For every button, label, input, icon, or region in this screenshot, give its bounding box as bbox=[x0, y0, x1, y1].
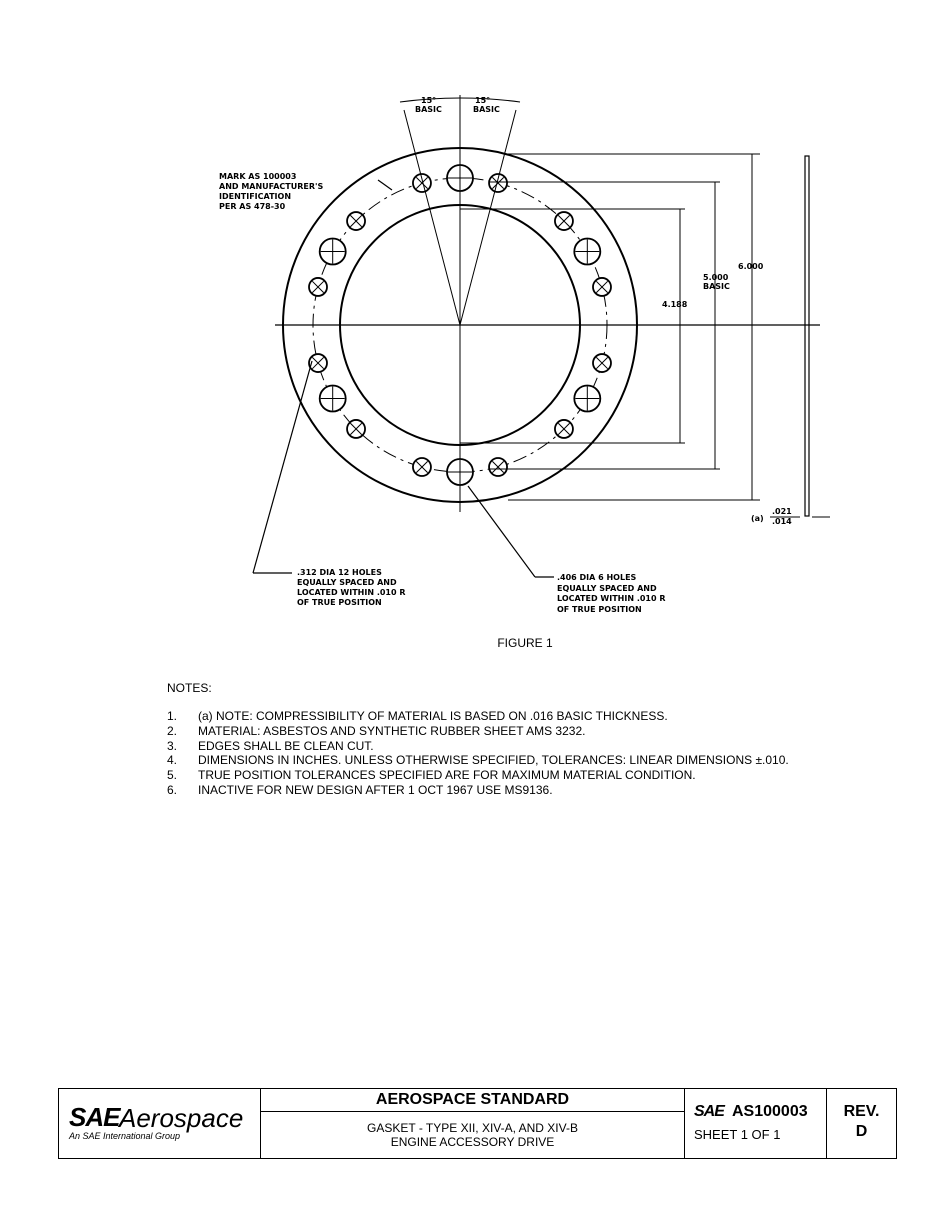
note-item: 6. INACTIVE FOR NEW DESIGN AFTER 1 OCT 1967 USE MS9136. bbox=[167, 782, 553, 797]
large-holes-line-4: OF TRUE POSITION bbox=[557, 605, 642, 614]
title-line-2: ENGINE ACCESSORY DRIVE bbox=[390, 1135, 555, 1149]
small-holes-line-4: OF TRUE POSITION bbox=[297, 598, 382, 607]
document-title-cell bbox=[261, 1089, 685, 1158]
angle-right-value: 15° bbox=[475, 96, 491, 105]
small-holes-line-3: LOCATED WITHIN .010 R bbox=[297, 588, 406, 597]
thickness-note-label: (a) bbox=[751, 514, 764, 523]
note-item: 2. MATERIAL: ASBESTOS AND SYNTHETIC RUBBER SHEET AMS 3232. bbox=[167, 723, 586, 738]
notes-heading: NOTES: bbox=[167, 681, 212, 695]
note-item: 1. (a) NOTE: COMPRESSIBILITY OF MATERIAL IS BASED ON .016 BASIC THICKNESS. bbox=[167, 709, 668, 723]
thickness-upper: .021 bbox=[772, 507, 792, 516]
dim-outer-diameter: 6.000 bbox=[738, 262, 764, 271]
title-line-1: GASKET - TYPE XII, XIV-A, AND XIV-B bbox=[367, 1121, 578, 1135]
small-holes-line-1: .312 DIA 12 HOLES bbox=[297, 568, 382, 577]
large-holes-line-2: EQUALLY SPACED AND bbox=[557, 584, 657, 593]
document-number: AS100003 bbox=[732, 1103, 808, 1120]
standard-heading: AEROSPACE STANDARD bbox=[261, 1089, 684, 1112]
dim-bolt-circle-basic: BASIC bbox=[703, 282, 730, 291]
mark-note-line-1: MARK AS 100003 bbox=[219, 172, 297, 181]
mark-note-line-3: IDENTIFICATION bbox=[219, 192, 292, 201]
mark-note-line-4: PER AS 478-30 bbox=[219, 202, 286, 211]
logo-subtitle: An SAE International Group bbox=[69, 1131, 181, 1141]
mark-note-line-2: AND MANUFACTURER'S bbox=[219, 182, 324, 191]
sheet-number: SHEET 1 OF 1 bbox=[694, 1127, 781, 1142]
angle-left-basic: BASIC bbox=[415, 105, 442, 114]
large-holes-note bbox=[468, 486, 666, 614]
document-number-cell bbox=[685, 1089, 827, 1158]
revision-label: REV. bbox=[843, 1103, 880, 1120]
edge-view bbox=[751, 156, 830, 526]
sae-aerospace-logo bbox=[59, 1089, 261, 1158]
title-block bbox=[58, 1088, 897, 1159]
revision-cell bbox=[827, 1089, 896, 1158]
note-item: 5. TRUE POSITION TOLERANCES SPECIFIED ARE FOR MAXIMUM MATERIAL CONDITION. bbox=[167, 768, 696, 783]
dimension-lines bbox=[460, 154, 764, 500]
note-item: 4. DIMENSIONS IN INCHES. UNLESS OTHERWISE SPECIFIED, TOLERANCES: LINEAR DIMENSIONS ±.010. bbox=[167, 753, 789, 768]
angle-left-value: 15° bbox=[421, 96, 437, 105]
logo-mark: SAE bbox=[69, 1102, 120, 1132]
notes-list bbox=[167, 709, 887, 798]
angle-right-basic: BASIC bbox=[473, 105, 500, 114]
large-holes-line-1: .406 DIA 6 HOLES bbox=[557, 573, 637, 582]
revision-value: D bbox=[855, 1123, 868, 1140]
logo-word: Aerospace bbox=[119, 1103, 244, 1133]
note-item: 3. EDGES SHALL BE CLEAN CUT. bbox=[167, 738, 374, 753]
small-holes-line-2: EQUALLY SPACED AND bbox=[297, 578, 397, 587]
figure-caption: FIGURE 1 bbox=[497, 636, 553, 650]
large-holes-line-3: LOCATED WITHIN .010 R bbox=[557, 594, 666, 603]
sae-mark: SAE bbox=[694, 1103, 724, 1120]
thickness-lower: .014 bbox=[772, 517, 792, 526]
dim-inner-diameter: 4.188 bbox=[662, 300, 688, 309]
dim-bolt-circle: 5.000 bbox=[703, 273, 729, 282]
mark-note bbox=[219, 172, 392, 211]
